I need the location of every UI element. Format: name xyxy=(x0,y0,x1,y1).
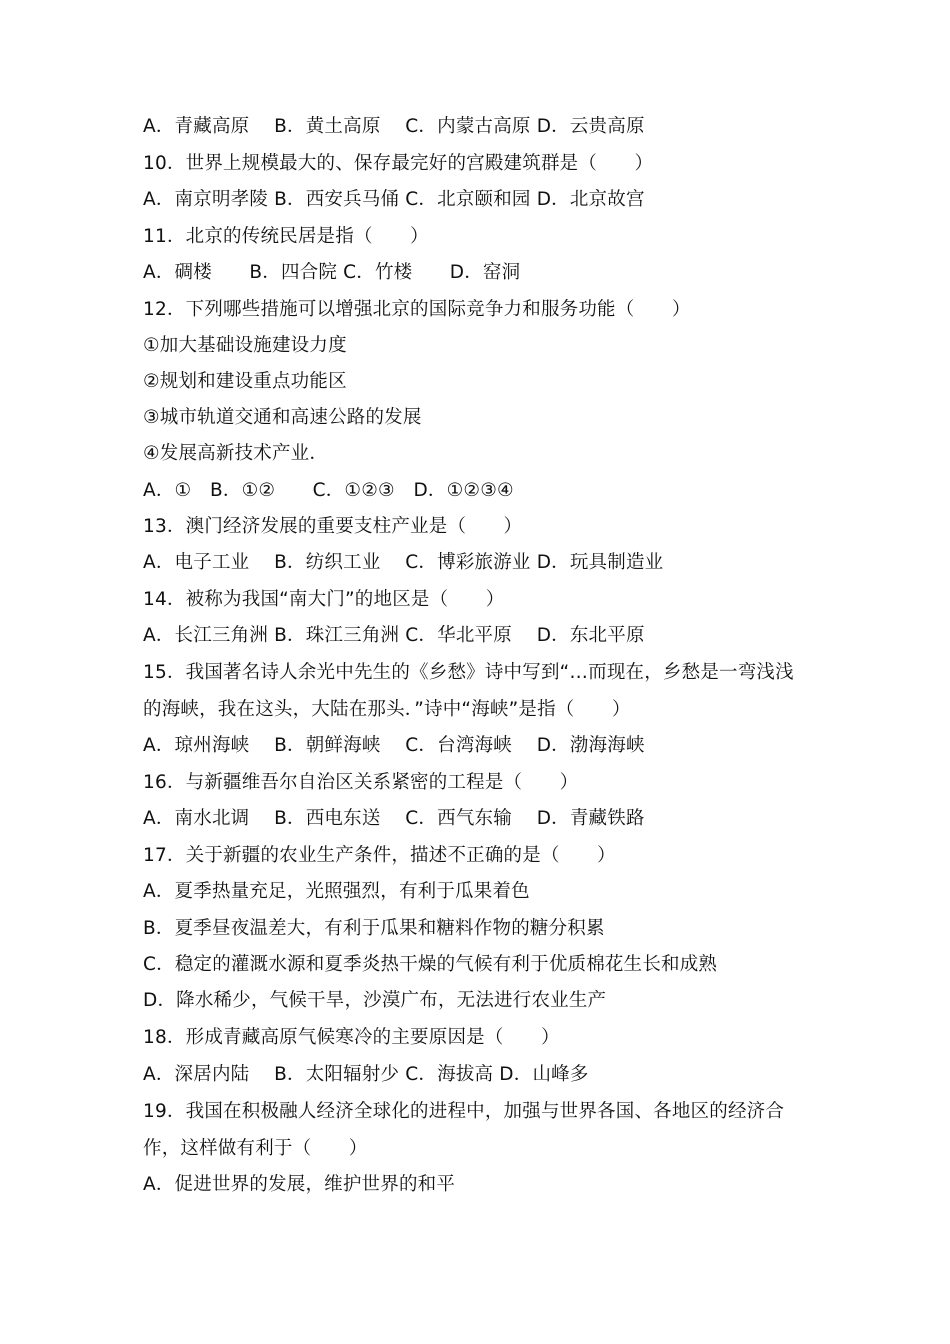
statement-item: ②规划和建设重点功能区 xyxy=(143,371,347,392)
options-line: A．夏季热量充足，光照强烈，有利于瓜果着色 xyxy=(143,881,530,902)
question-line: 11．北京的传统民居是指（ ） xyxy=(143,226,429,247)
question-line: 18．形成青藏高原气候寒冷的主要原因是（ ） xyxy=(143,1027,560,1048)
options-line: A．长江三角洲 B．珠江三角洲 C．华北平原 D．东北平原 xyxy=(143,625,645,646)
options-line: C．稳定的灌溉水源和夏季炎热干燥的气候有利于优质棉花生长和成熟 xyxy=(143,954,718,975)
statement-item: ④发展高新技术产业． xyxy=(143,443,329,464)
question-line: 的海峡，我在这头，大陆在那头．”诗中“海峡”是指（ ） xyxy=(143,699,631,720)
options-line: A．琼州海峡 B．朝鲜海峡 C．台湾海峡 D．渤海海峡 xyxy=(143,735,645,756)
statement-item: ①加大基础设施建设力度 xyxy=(143,335,347,356)
question-line: 19．我国在积极融人经济全球化的进程中，加强与世界各国、各地区的经济合 xyxy=(143,1101,785,1122)
question-line: 16．与新疆维吾尔自治区关系紧密的工程是（ ） xyxy=(143,772,579,793)
question-line: 15．我国著名诗人余光中先生的《乡愁》诗中写到“…而现在，乡愁是一弯浅浅 xyxy=(143,662,794,683)
options-line: A．南水北调 B．西电东送 C．西气东输 D．青藏铁路 xyxy=(143,808,645,829)
options-line: A．① B．①② C．①②③ D．①②③④ xyxy=(143,480,514,501)
options-line: D．降水稀少，气候干旱，沙漠广布，无法进行农业生产 xyxy=(143,990,607,1011)
options-line: A．深居内陆 B．太阳辐射少 C．海拔高 D．山峰多 xyxy=(143,1064,589,1085)
question-line: 10．世界上规模最大的、保存最完好的宫殿建筑群是（ ） xyxy=(143,153,654,174)
question-line: 12．下列哪些措施可以增强北京的国际竞争力和服务功能（ ） xyxy=(143,299,691,320)
options-line: A．碉楼 B．四合院 C．竹楼 D．窑洞 xyxy=(143,262,521,283)
options-line: A．促进世界的发展，维护世界的和平 xyxy=(143,1174,456,1195)
question-line: 14．被称为我国“南大门”的地区是（ ） xyxy=(143,589,505,610)
statement-item: ③城市轨道交通和高速公路的发展 xyxy=(143,407,422,428)
options-line: A．青藏高原 B．黄土高原 C．内蒙古高原 D．云贵高原 xyxy=(143,116,645,137)
question-line: 作，这样做有利于（ ） xyxy=(143,1138,368,1159)
question-line: 13．澳门经济发展的重要支柱产业是（ ） xyxy=(143,516,523,537)
question-line: 17．关于新疆的农业生产条件，描述不正确的是（ ） xyxy=(143,845,616,866)
options-line: A．电子工业 B．纺织工业 C．博彩旅游业 D．玩具制造业 xyxy=(143,552,664,573)
options-line: A．南京明孝陵 B．西安兵马俑 C．北京颐和园 D．北京故宫 xyxy=(143,189,645,210)
options-line: B．夏季昼夜温差大，有利于瓜果和糖料作物的糖分积累 xyxy=(143,918,605,939)
